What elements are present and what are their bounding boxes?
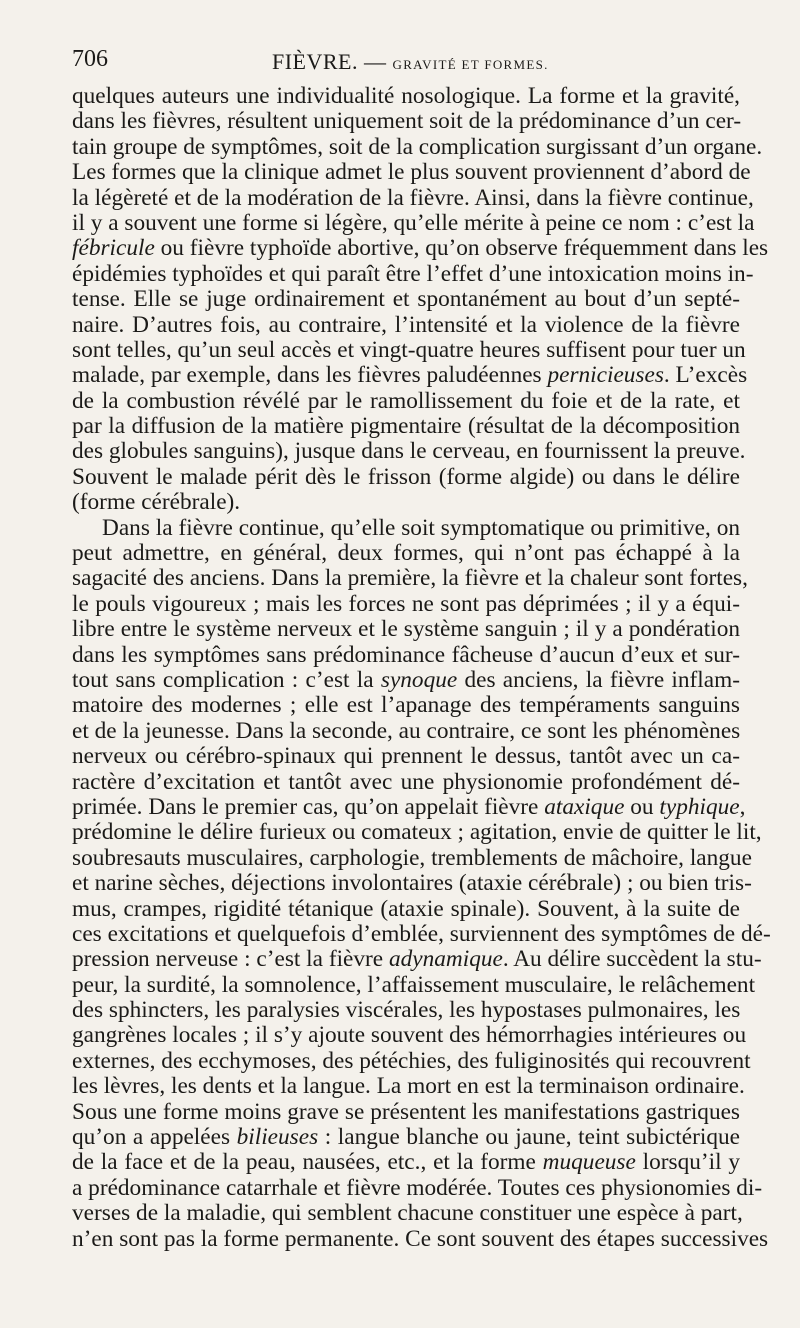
text-segment: naire. D’autres fois, au contraire, l’intensité et la violence de la fièvre	[72, 311, 740, 338]
text-line	[72, 414, 740, 439]
italic-term: typhique	[659, 793, 740, 820]
text-line	[72, 744, 740, 769]
text-line	[72, 819, 762, 846]
text-line	[72, 109, 740, 134]
text-segment: : langue blanche ou jaune, teint subictérique	[318, 1124, 740, 1151]
text-line	[72, 336, 746, 363]
text-line	[72, 565, 748, 592]
text-segment: et de la jeunesse. Dans la seconde, au contraire, ce sont les phénomènes	[72, 717, 741, 744]
italic-term: bilieuses	[236, 1124, 319, 1151]
running-title-main: FIÈVRE.	[272, 49, 358, 74]
text-line	[72, 438, 746, 465]
text-segment: sagacité des anciens. Dans la première, la fièvre et la chaleur sont fortes,	[72, 565, 748, 592]
text-segment: pression nerveuse : c’est la fièvre	[72, 946, 389, 973]
text-segment: des sphincters, les paralysies viscérales, les hypostases pulmonaires, les	[72, 997, 741, 1024]
text-line	[72, 617, 740, 642]
text-line	[72, 389, 740, 414]
text-line	[72, 1022, 747, 1049]
text-segment: qu’on a appelées	[72, 1124, 237, 1151]
text-line	[72, 362, 748, 389]
body-text	[72, 83, 771, 1252]
text-segment: . Au délire succèdent la stu-	[502, 946, 762, 973]
text-segment: ces excitations et quelquefois d’emblée, surviennent des symptômes de dé-	[72, 920, 771, 947]
text-line	[72, 313, 740, 338]
text-line	[72, 1100, 740, 1125]
text-line	[72, 84, 740, 109]
text-segment: les lèvres, les dents et la langue. La mort en est la terminaison ordinaire.	[72, 1073, 745, 1100]
text-segment: des anciens, la fièvre inflam-	[457, 666, 741, 693]
text-segment: de la face et de la peau, nausées, etc., et la forme	[72, 1149, 543, 1176]
running-title	[272, 49, 549, 75]
text-line	[72, 541, 740, 566]
text-line	[72, 592, 740, 617]
text-segment: n’en sont pas la forme permanente. Ce sont souvent des étapes successives	[72, 1225, 769, 1252]
text-segment: libre entre le système nerveux et le système sanguin ; il y a pondération	[72, 616, 740, 643]
italic-term: fébricule	[72, 235, 155, 262]
text-segment: Les formes que la clinique admet le plus souvent proviennent d’abord de	[72, 159, 751, 186]
page-number: 706	[72, 46, 108, 72]
text-segment: dans les symptômes sans prédominance fâcheuse d’aucun d’eux et sur-	[72, 641, 740, 668]
running-head	[72, 46, 742, 78]
text-segment: tout sans complication : c’est la	[72, 666, 381, 693]
text-line	[72, 235, 769, 262]
text-segment: sont telles, qu’un seul accès et vingt-quatre heures suffisent pour tuer un	[72, 336, 746, 363]
italic-term: adynamique	[388, 946, 503, 973]
text-segment: soubresauts musculaires, carphologie, tremblements de mâchoire, langue	[72, 844, 752, 871]
text-segment: il y a souvent une forme si légère, qu’elle mérite à peine ce nom : c’est la	[72, 209, 755, 236]
text-segment: quelques auteurs une individualité nosologique. La forme et la gravité,	[72, 83, 740, 109]
text-segment: a prédominance catarrhale et fièvre modérée. Toutes ces physionomies di-	[72, 1174, 763, 1201]
text-line	[72, 1047, 751, 1074]
text-line	[72, 260, 754, 287]
text-segment: externes, des ecchymoses, des pétéchies, des fuliginosités qui recouvrent	[72, 1047, 751, 1074]
text-segment: le pouls vigoureux ; mais les forces ne sont pas déprimées ; il y a équi-	[72, 590, 740, 617]
text-segment: épidémies typhoïdes et qui paraît être l’effet d’une intoxication moins in-	[72, 260, 754, 287]
text-line	[72, 133, 763, 160]
text-line	[72, 793, 746, 820]
text-segment: Dans la fièvre continue, qu’elle soit symptomatique ou primitive, on	[102, 514, 740, 541]
text-segment: par la diffusion de la matière pigmentaire (résultat de la décomposition	[72, 413, 740, 440]
italic-term: pernicieuses	[547, 362, 664, 389]
text-line	[72, 1225, 769, 1252]
text-segment: ou	[624, 793, 660, 820]
text-segment: matoire des modernes ; elle est l’apanage des tempéraments sanguins	[72, 692, 740, 719]
text-segment: primée. Dans le premier cas, qu’on appelait fièvre	[72, 793, 545, 820]
italic-term: synoque	[380, 666, 458, 693]
text-line	[72, 516, 740, 541]
text-line	[72, 719, 740, 744]
text-segment: mus, crampes, rigidité tétanique (ataxie spinale). Souvent, à la suite de	[72, 895, 740, 922]
text-line	[72, 770, 740, 795]
text-line	[72, 897, 740, 922]
text-line	[72, 1073, 745, 1100]
text-line	[72, 287, 740, 312]
text-segment: verses de la maladie, qui semblent chacune constituer une espèce à part,	[72, 1200, 743, 1227]
running-title-sub: GRAVITÉ ET FORMES.	[392, 57, 549, 72]
text-segment: et narine sèches, déjections involontaires (ataxie cérébrale) ; ou bien tris-	[72, 870, 752, 897]
running-title-dash: —	[358, 49, 393, 74]
text-line	[72, 946, 762, 973]
text-segment: peut admettre, en général, deux formes, qui n’ont pas échappé à la	[72, 540, 740, 567]
text-line	[72, 668, 740, 693]
text-segment: ractère d’excitation et tantôt avec une physionomie profondément dé-	[72, 768, 740, 795]
text-segment: malade, par exemple, dans les fièvres paludéennes	[72, 362, 548, 389]
text-line	[72, 1200, 743, 1227]
text-segment: Sous une forme moins grave se présentent les manifestations gastriques	[72, 1098, 740, 1125]
text-segment: (forme cérébrale).	[72, 489, 241, 516]
text-segment: tense. Elle se juge ordinairement et spontanément au bout d’un septé-	[72, 286, 740, 313]
text-segment: dans les fièvres, résultent uniquement soit de la prédominance d’un cer-	[72, 108, 742, 135]
text-line	[72, 693, 740, 718]
text-line	[72, 490, 740, 515]
text-line	[72, 998, 740, 1023]
text-line	[72, 1150, 740, 1175]
text-line	[72, 870, 752, 897]
text-segment: . L’excès	[663, 362, 748, 389]
text-segment: prédomine le délire furieux ou comateux ; agitation, envie de quitter le lit,	[72, 819, 762, 846]
italic-term: ataxique	[544, 793, 625, 820]
text-segment: des globules sanguins), jusque dans le cerveau, en fournissent la preuve.	[72, 438, 746, 465]
text-line	[72, 1125, 740, 1150]
text-segment: la légèreté et de la modération de la fièvre. Ainsi, dans la fièvre continue,	[72, 184, 754, 211]
text-segment: ou fièvre typhoïde abortive, qu’on observe fréquemment dans les	[154, 235, 769, 262]
text-line	[72, 1174, 763, 1201]
text-segment: ,	[739, 793, 746, 820]
text-segment: lorsqu’il y	[635, 1149, 740, 1176]
text-segment: nerveux ou cérébro-spinaux qui prennent le dessus, tantôt avec un ca-	[72, 743, 740, 770]
text-segment: gangrènes locales ; il s’y ajoute souvent des hémorrhagies intérieures ou	[72, 1022, 747, 1049]
text-line	[72, 465, 740, 490]
text-segment: tain groupe de symptômes, soit de la complication surgissant d’un organe.	[72, 133, 763, 160]
text-line	[72, 844, 752, 871]
italic-term: muqueuse	[542, 1149, 636, 1176]
text-segment: de la combustion révélé par le ramollissement du foie et de la rate, et	[72, 387, 740, 414]
text-line	[72, 184, 754, 211]
text-line	[72, 643, 740, 668]
text-line	[72, 209, 755, 236]
text-segment: peur, la surdité, la somnolence, l’affaissement musculaire, le relâchement	[72, 971, 756, 998]
text-line	[72, 159, 751, 186]
text-line	[72, 971, 756, 998]
text-line	[72, 920, 771, 947]
text-segment: Souvent le malade périt dès le frisson (forme algide) ou dans le délire	[72, 463, 740, 490]
